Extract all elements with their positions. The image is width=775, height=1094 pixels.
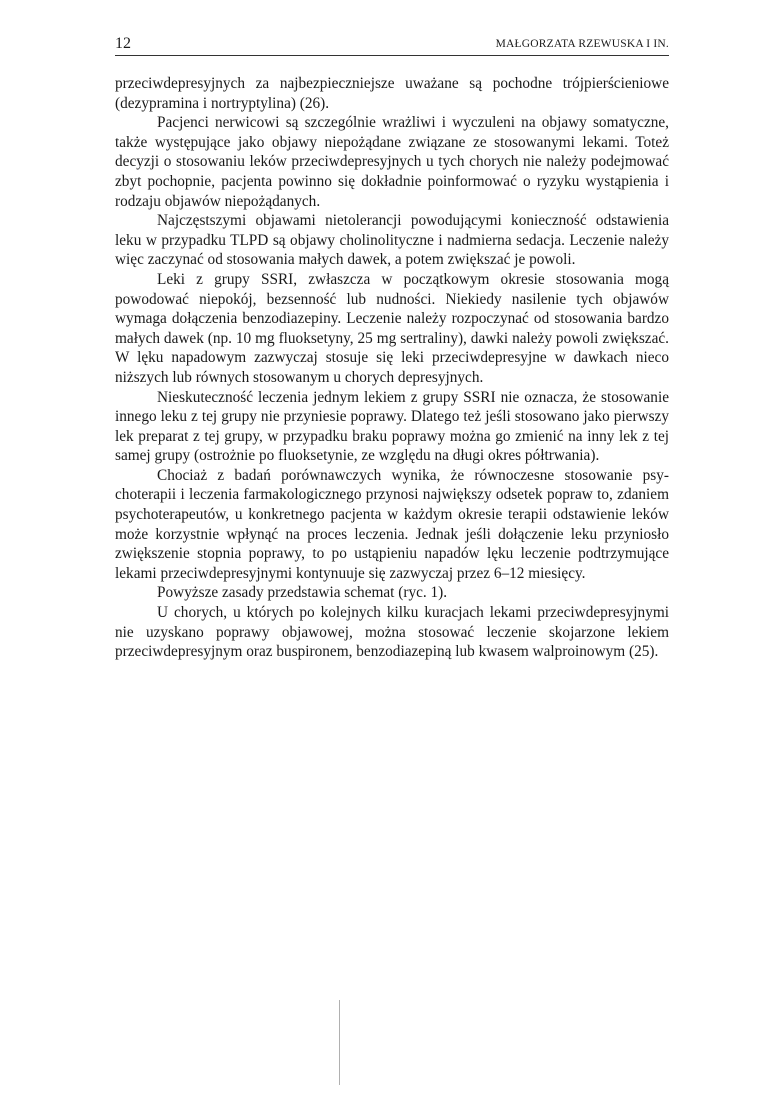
body-text [115,74,669,662]
paragraph-psychotherapy: Chociaż z badań porównawczych wynika, że równoczesne stosowanie psychoterapii i leczenia farmakologicznego przynosi największy odsetek popraw to, zdaniem psychoterapeutów, u konkretnego pacjenta w każdym okresie terapii odstawienie leków może korzystnie wpłynąć na proces leczenia. Jednak jeśli dołączenie leku przyniosło zwiększenie stopnia poprawy, to po ustąpieniu napadów lęku leczenie podtrzymujące lekami przeciwdepresyjnymi kontynuuje się zazwyczaj przez 6–12 miesięcy. [115,466,669,582]
running-head: MAŁGORZATA RZEWUSKA I IN. [495,38,669,50]
page-number: 12 [115,35,131,52]
paragraph-combination-therapy: U chorych, u których po kolejnych kilku kuracjach lekami przeciwdepresyjnymi nie uzyskano poprawy objawowej, można stosować leczenie skojarzone lekiem przeciwdepresyjnym oraz buspironem, benzodiazepiną lub kwasem walproinowym (25). [115,604,669,661]
paragraph-continuation: przeciwdepresyjnych za najbezpieczniejsze uważane są pochodne trójpierścieniowe (dezypramina i nortryptylina) (26). [115,75,669,112]
paragraph-ssri-switching: Nieskuteczność leczenia jednym lekiem z grupy SSRI nie oznacza, że stosowanie innego leku z tej grupy nie przyniesie poprawy. Dlatego też jeśli stosowano jako pierwszy lek preparat z tej grupy, w przypadku braku poprawy można go zmienić na inny lek z tej samej grupy (ostrożnie po fluoksetynie, ze względu na długi okres półtrwania). [115,388,669,465]
page-header [115,33,669,56]
scan-artifact-line [339,1000,340,1085]
paragraph-intolerance: Najczęstszymi objawami nietolerancji powodującymi konieczność odstawienia leku w przypadku TLPD są objawy cholinolityczne i nadmierna sedacja. Leczenie należy więc zaczynać od stosowania małych dawek, a potem zwiększać je powoli. [115,212,669,269]
paragraph-neurotic-patients: Pacjenci nerwicowi są szczególnie wrażliwi i wyczuleni na objawy somatyczne, także występujące jako objawy niepożądane związane ze stosowanymi lekami. Toteż decyzji o stosowaniu leków przeciwdepresyjnych u tych chorych nie należy podejmować zbyt pochopnie, pacjenta powinno się dokładnie poinformować o ryzyku wystąpienia i rodzaju objawów niepożądanych. [115,114,669,210]
paragraph-schema-reference: Powyższe zasady przedstawia schemat (ryc. 1). [157,584,448,602]
paragraph-ssri-side-effects: Leki z grupy SSRI, zwłaszcza w początkowym okresie stosowania mogą powodować niepokój, bezsenność lub nudności. Niekiedy nasilenie tych objawów wymaga dołączenia benzodiazepiny. Leczenie należy rozpoczynać od stosowania bardzo małych dawek (np. 10 mg fluoksetyny, 25 mg sertraliny), dawki należy powoli zwiększać. W lęku napadowym zazwyczaj stosuje się leki przeciwdepresyjne w dawkach nieco niższych lub równych stosowanym u chorych depresyjnych. [115,270,669,386]
